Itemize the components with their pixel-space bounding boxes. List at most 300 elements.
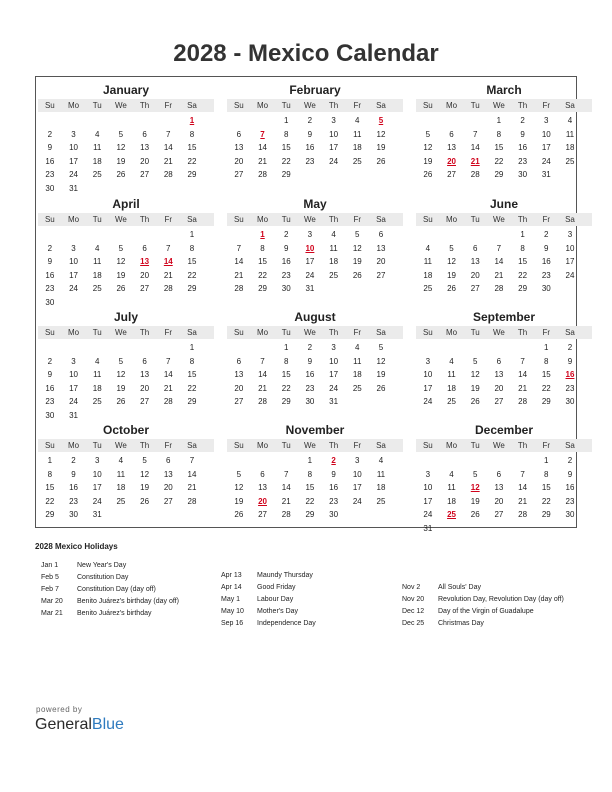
day-cell[interactable]: 20 <box>163 483 173 492</box>
day-cell[interactable]: 3 <box>567 230 573 239</box>
day-cell[interactable]: 13 <box>376 243 386 253</box>
day-cell[interactable]: 6 <box>260 469 265 479</box>
day-cell[interactable]: 19 <box>447 270 456 280</box>
day-cell[interactable]: 18 <box>423 270 433 280</box>
day-cell[interactable]: 21 <box>258 383 267 393</box>
day-cell[interactable]: 2 <box>47 356 53 366</box>
day-cell[interactable]: 28 <box>163 170 173 179</box>
day-cell[interactable]: 7 <box>520 469 525 479</box>
day-cell[interactable]: 5 <box>378 116 384 125</box>
day-cell[interactable]: 27 <box>494 397 504 406</box>
day-cell[interactable]: 14 <box>258 143 267 152</box>
day-cell[interactable]: 5 <box>425 129 431 139</box>
day-cell[interactable]: 1 <box>283 116 289 125</box>
day-cell[interactable]: 23 <box>329 496 339 506</box>
day-cell[interactable]: 18 <box>92 270 102 280</box>
day-cell[interactable]: 13 <box>494 483 504 492</box>
day-cell[interactable]: 9 <box>307 129 313 139</box>
day-cell[interactable]: 5 <box>142 456 147 465</box>
day-cell[interactable]: 2 <box>47 129 53 139</box>
day-cell[interactable]: 14 <box>494 257 504 266</box>
day-cell[interactable]: 29 <box>305 510 315 519</box>
day-cell[interactable]: 22 <box>305 496 315 506</box>
day-cell[interactable]: 8 <box>260 243 265 253</box>
day-cell[interactable]: 28 <box>470 170 480 179</box>
day-cell[interactable]: 18 <box>92 156 102 166</box>
day-cell[interactable]: 19 <box>470 383 480 393</box>
day-cell[interactable]: 27 <box>234 397 244 406</box>
day-cell[interactable]: 6 <box>496 469 502 479</box>
day-cell[interactable]: 7 <box>189 456 195 465</box>
day-cell[interactable]: 25 <box>92 284 102 293</box>
day-cell[interactable]: 12 <box>116 370 126 379</box>
day-cell[interactable]: 9 <box>283 243 289 253</box>
day-cell[interactable]: 9 <box>47 257 53 266</box>
day-cell[interactable]: 30 <box>305 397 315 406</box>
day-cell[interactable]: 13 <box>234 370 244 379</box>
day-cell[interactable]: 23 <box>281 270 291 280</box>
day-cell[interactable]: 7 <box>260 129 265 139</box>
day-cell[interactable]: 29 <box>281 397 291 406</box>
day-cell[interactable]: 12 <box>234 483 244 492</box>
day-cell[interactable]: 10 <box>305 243 315 253</box>
day-cell[interactable]: 1 <box>283 343 289 352</box>
day-cell[interactable]: 20 <box>140 156 150 166</box>
day-cell[interactable]: 11 <box>423 257 432 266</box>
day-cell[interactable]: 9 <box>567 469 573 479</box>
day-cell[interactable]: 29 <box>187 170 197 179</box>
day-cell[interactable]: 15 <box>281 370 291 379</box>
day-cell[interactable]: 20 <box>234 383 244 393</box>
day-cell[interactable]: 1 <box>189 343 195 352</box>
day-cell[interactable]: 29 <box>541 397 551 406</box>
day-cell[interactable]: 13 <box>258 483 267 492</box>
day-cell[interactable]: 13 <box>140 370 150 379</box>
day-cell[interactable]: 21 <box>518 383 528 393</box>
day-cell[interactable]: 18 <box>447 383 456 393</box>
day-cell[interactable]: 17 <box>329 143 339 152</box>
day-cell[interactable]: 10 <box>69 143 78 152</box>
day-cell[interactable]: 3 <box>425 356 431 366</box>
day-cell[interactable]: 12 <box>116 143 126 152</box>
day-cell[interactable]: 13 <box>470 257 480 266</box>
day-cell[interactable]: 15 <box>45 483 55 492</box>
day-cell[interactable]: 6 <box>236 129 242 139</box>
day-cell[interactable]: 27 <box>234 170 244 179</box>
day-cell[interactable]: 11 <box>447 370 456 379</box>
day-cell[interactable]: 10 <box>541 129 551 139</box>
day-cell[interactable]: 12 <box>470 370 480 379</box>
day-cell[interactable]: 23 <box>518 156 528 166</box>
day-cell[interactable]: 1 <box>307 456 313 465</box>
day-cell[interactable]: 17 <box>423 383 433 393</box>
day-cell[interactable]: 17 <box>352 483 362 492</box>
day-cell[interactable]: 25 <box>376 496 386 506</box>
day-cell[interactable]: 9 <box>47 370 53 379</box>
day-cell[interactable]: 10 <box>352 469 362 479</box>
day-cell[interactable]: 13 <box>163 469 173 479</box>
day-cell[interactable]: 21 <box>494 270 504 280</box>
day-cell[interactable]: 8 <box>47 469 53 479</box>
day-cell[interactable]: 22 <box>541 496 551 506</box>
day-cell[interactable]: 12 <box>447 257 456 266</box>
day-cell[interactable]: 21 <box>470 156 480 166</box>
day-cell[interactable]: 10 <box>565 243 575 253</box>
day-cell[interactable]: 12 <box>352 243 362 253</box>
day-cell[interactable]: 20 <box>376 257 386 266</box>
day-cell[interactable]: 25 <box>92 397 102 406</box>
day-cell[interactable]: 24 <box>423 510 433 519</box>
day-cell[interactable]: 17 <box>305 257 315 266</box>
day-cell[interactable]: 11 <box>93 257 102 266</box>
day-cell[interactable]: 16 <box>45 156 55 166</box>
day-cell[interactable]: 14 <box>163 257 173 266</box>
day-cell[interactable]: 18 <box>352 143 362 152</box>
day-cell[interactable]: 25 <box>423 284 433 293</box>
day-cell[interactable]: 19 <box>352 257 362 266</box>
day-cell[interactable]: 22 <box>45 496 55 506</box>
day-cell[interactable]: 6 <box>378 230 384 239</box>
day-cell[interactable]: 1 <box>496 116 502 125</box>
day-cell[interactable]: 9 <box>520 129 525 139</box>
day-cell[interactable]: 7 <box>236 243 242 253</box>
day-cell[interactable]: 13 <box>447 143 456 152</box>
day-cell[interactable]: 2 <box>307 116 313 125</box>
day-cell[interactable]: 20 <box>234 156 244 166</box>
day-cell[interactable]: 25 <box>116 496 126 506</box>
day-cell[interactable]: 30 <box>281 284 291 293</box>
day-cell[interactable]: 29 <box>187 397 197 406</box>
day-cell[interactable]: 8 <box>544 356 549 366</box>
day-cell[interactable]: 28 <box>518 397 528 406</box>
day-cell[interactable]: 24 <box>305 270 315 280</box>
day-cell[interactable]: 26 <box>447 284 456 293</box>
day-cell[interactable]: 2 <box>307 343 313 352</box>
day-cell[interactable]: 27 <box>163 496 173 506</box>
day-cell[interactable]: 26 <box>376 383 386 393</box>
day-cell[interactable]: 6 <box>449 129 454 139</box>
day-cell[interactable]: 7 <box>166 129 171 139</box>
day-cell[interactable]: 23 <box>45 397 55 406</box>
day-cell[interactable]: 22 <box>258 270 267 280</box>
day-cell[interactable]: 7 <box>283 469 289 479</box>
day-cell[interactable]: 17 <box>92 483 102 492</box>
day-cell[interactable]: 1 <box>544 456 549 465</box>
day-cell[interactable]: 4 <box>94 129 100 139</box>
day-cell[interactable]: 14 <box>258 370 267 379</box>
day-cell[interactable]: 4 <box>449 356 454 366</box>
day-cell[interactable]: 24 <box>69 284 78 293</box>
day-cell[interactable]: 28 <box>258 397 267 406</box>
day-cell[interactable]: 5 <box>472 469 478 479</box>
day-cell[interactable]: 5 <box>118 129 124 139</box>
day-cell[interactable]: 27 <box>140 170 150 179</box>
day-cell[interactable]: 17 <box>69 156 78 166</box>
day-cell[interactable]: 2 <box>567 343 573 352</box>
day-cell[interactable]: 4 <box>378 456 384 465</box>
day-cell[interactable]: 2 <box>520 116 525 125</box>
day-cell[interactable]: 26 <box>116 397 126 406</box>
day-cell[interactable]: 9 <box>307 356 313 366</box>
day-cell[interactable]: 14 <box>187 469 197 479</box>
day-cell[interactable]: 31 <box>423 523 433 533</box>
day-cell[interactable]: 25 <box>92 170 102 179</box>
day-cell[interactable]: 20 <box>140 383 150 393</box>
day-cell[interactable]: 7 <box>472 129 478 139</box>
day-cell[interactable]: 26 <box>470 397 480 406</box>
day-cell[interactable]: 28 <box>163 284 173 293</box>
day-cell[interactable]: 24 <box>69 397 78 406</box>
day-cell[interactable]: 18 <box>565 143 575 152</box>
day-cell[interactable]: 18 <box>92 383 102 393</box>
day-cell[interactable]: 29 <box>258 284 267 293</box>
day-cell[interactable]: 1 <box>189 116 195 125</box>
day-cell[interactable]: 12 <box>140 469 150 479</box>
day-cell[interactable]: 20 <box>470 270 480 280</box>
day-cell[interactable]: 11 <box>376 469 386 479</box>
day-cell[interactable]: 10 <box>423 483 433 492</box>
day-cell[interactable]: 7 <box>166 243 171 253</box>
day-cell[interactable]: 16 <box>565 370 575 379</box>
day-cell[interactable]: 25 <box>352 156 362 166</box>
day-cell[interactable]: 16 <box>45 270 55 280</box>
day-cell[interactable]: 4 <box>567 116 573 125</box>
day-cell[interactable]: 11 <box>447 483 456 492</box>
day-cell[interactable]: 25 <box>329 270 339 280</box>
day-cell[interactable]: 24 <box>565 270 575 280</box>
day-cell[interactable]: 9 <box>567 356 573 366</box>
day-cell[interactable]: 24 <box>423 397 433 406</box>
day-cell[interactable]: 30 <box>518 170 528 179</box>
day-cell[interactable]: 9 <box>47 143 53 152</box>
day-cell[interactable]: 26 <box>352 270 362 280</box>
day-cell[interactable]: 2 <box>544 230 549 239</box>
day-cell[interactable]: 3 <box>71 356 76 366</box>
day-cell[interactable]: 12 <box>376 356 386 366</box>
day-cell[interactable]: 6 <box>142 243 147 253</box>
day-cell[interactable]: 22 <box>187 383 197 393</box>
brand-logo[interactable] <box>35 716 124 734</box>
day-cell[interactable]: 10 <box>329 356 339 366</box>
day-cell[interactable]: 2 <box>331 456 336 465</box>
day-cell[interactable]: 13 <box>140 143 150 152</box>
day-cell[interactable]: 1 <box>260 230 265 239</box>
day-cell[interactable]: 16 <box>565 483 575 492</box>
day-cell[interactable]: 4 <box>425 243 431 253</box>
day-cell[interactable]: 27 <box>140 284 150 293</box>
day-cell[interactable]: 11 <box>93 143 102 152</box>
day-cell[interactable]: 3 <box>307 230 313 239</box>
day-cell[interactable]: 16 <box>329 483 339 492</box>
day-cell[interactable]: 10 <box>329 129 339 139</box>
day-cell[interactable]: 28 <box>163 397 173 406</box>
day-cell[interactable]: 17 <box>329 370 339 379</box>
day-cell[interactable]: 29 <box>45 510 55 519</box>
day-cell[interactable]: 20 <box>494 383 504 393</box>
day-cell[interactable]: 23 <box>305 383 315 393</box>
day-cell[interactable]: 8 <box>544 469 549 479</box>
day-cell[interactable]: 22 <box>187 270 197 280</box>
day-cell[interactable]: 22 <box>281 156 291 166</box>
day-cell[interactable]: 25 <box>352 383 362 393</box>
day-cell[interactable]: 24 <box>541 156 551 166</box>
day-cell[interactable]: 22 <box>281 383 291 393</box>
day-cell[interactable]: 19 <box>234 496 244 506</box>
day-cell[interactable]: 10 <box>69 370 78 379</box>
day-cell[interactable]: 28 <box>258 170 267 179</box>
day-cell[interactable]: 27 <box>140 397 150 406</box>
day-cell[interactable]: 31 <box>305 284 315 293</box>
day-cell[interactable]: 15 <box>541 483 551 492</box>
day-cell[interactable]: 20 <box>140 270 150 280</box>
day-cell[interactable]: 20 <box>447 156 456 166</box>
day-cell[interactable]: 10 <box>423 370 433 379</box>
day-cell[interactable]: 6 <box>472 243 478 253</box>
day-cell[interactable]: 3 <box>355 456 360 465</box>
day-cell[interactable]: 6 <box>236 356 242 366</box>
day-cell[interactable]: 2 <box>47 243 53 253</box>
day-cell[interactable]: 14 <box>518 483 528 492</box>
day-cell[interactable]: 7 <box>260 356 265 366</box>
day-cell[interactable]: 3 <box>544 116 549 125</box>
day-cell[interactable]: 19 <box>376 143 386 152</box>
day-cell[interactable]: 26 <box>140 496 150 506</box>
day-cell[interactable]: 8 <box>283 129 289 139</box>
day-cell[interactable]: 7 <box>166 356 171 366</box>
day-cell[interactable]: 26 <box>376 156 386 166</box>
day-cell[interactable]: 12 <box>423 143 433 152</box>
day-cell[interactable]: 6 <box>142 129 147 139</box>
day-cell[interactable]: 16 <box>518 143 528 152</box>
day-cell[interactable]: 28 <box>234 284 244 293</box>
day-cell[interactable]: 26 <box>116 170 126 179</box>
day-cell[interactable]: 21 <box>258 156 267 166</box>
day-cell[interactable]: 27 <box>494 510 504 519</box>
day-cell[interactable]: 14 <box>518 370 528 379</box>
day-cell[interactable]: 8 <box>496 129 502 139</box>
day-cell[interactable]: 15 <box>187 143 197 152</box>
day-cell[interactable]: 10 <box>92 469 102 479</box>
day-cell[interactable]: 3 <box>71 243 76 253</box>
day-cell[interactable]: 6 <box>142 356 147 366</box>
day-cell[interactable]: 12 <box>116 257 126 266</box>
day-cell[interactable]: 26 <box>116 284 126 293</box>
day-cell[interactable]: 30 <box>329 510 339 519</box>
day-cell[interactable]: 19 <box>140 483 150 492</box>
day-cell[interactable]: 23 <box>565 496 575 506</box>
day-cell[interactable]: 25 <box>447 510 456 519</box>
day-cell[interactable]: 23 <box>541 270 551 280</box>
day-cell[interactable]: 28 <box>281 510 291 519</box>
day-cell[interactable]: 23 <box>45 284 55 293</box>
day-cell[interactable]: 29 <box>494 170 504 179</box>
day-cell[interactable]: 18 <box>329 257 339 266</box>
day-cell[interactable]: 16 <box>305 370 315 379</box>
day-cell[interactable]: 12 <box>376 129 386 139</box>
day-cell[interactable]: 18 <box>376 483 386 492</box>
day-cell[interactable]: 2 <box>71 456 76 465</box>
day-cell[interactable]: 30 <box>45 410 55 420</box>
day-cell[interactable]: 8 <box>520 243 525 253</box>
day-cell[interactable]: 27 <box>447 170 456 179</box>
day-cell[interactable]: 5 <box>118 243 124 253</box>
day-cell[interactable]: 19 <box>470 496 480 506</box>
day-cell[interactable]: 30 <box>565 397 575 406</box>
day-cell[interactable]: 15 <box>494 143 504 152</box>
day-cell[interactable]: 3 <box>425 469 431 479</box>
day-cell[interactable]: 17 <box>565 257 575 266</box>
day-cell[interactable]: 4 <box>449 469 454 479</box>
day-cell[interactable]: 20 <box>494 496 504 506</box>
day-cell[interactable]: 31 <box>329 397 339 406</box>
day-cell[interactable]: 22 <box>518 270 528 280</box>
day-cell[interactable]: 9 <box>331 469 336 479</box>
day-cell[interactable]: 13 <box>494 370 504 379</box>
day-cell[interactable]: 8 <box>189 129 195 139</box>
day-cell[interactable]: 30 <box>541 284 551 293</box>
day-cell[interactable]: 29 <box>518 284 528 293</box>
day-cell[interactable]: 5 <box>378 343 384 352</box>
day-cell[interactable]: 11 <box>353 356 362 366</box>
day-cell[interactable]: 22 <box>494 156 504 166</box>
day-cell[interactable]: 14 <box>163 143 173 152</box>
day-cell[interactable]: 17 <box>423 496 433 506</box>
day-cell[interactable]: 4 <box>94 356 100 366</box>
day-cell[interactable]: 26 <box>470 510 480 519</box>
day-cell[interactable]: 27 <box>470 284 480 293</box>
day-cell[interactable]: 11 <box>116 469 126 479</box>
day-cell[interactable]: 22 <box>187 156 197 166</box>
day-cell[interactable]: 18 <box>352 370 362 379</box>
day-cell[interactable]: 19 <box>116 270 126 280</box>
day-cell[interactable]: 13 <box>234 143 244 152</box>
day-cell[interactable]: 8 <box>189 243 195 253</box>
day-cell[interactable]: 21 <box>281 496 291 506</box>
day-cell[interactable]: 29 <box>187 284 197 293</box>
day-cell[interactable]: 1 <box>544 343 549 352</box>
day-cell[interactable]: 14 <box>281 483 291 492</box>
day-cell[interactable]: 13 <box>140 257 150 266</box>
day-cell[interactable]: 15 <box>281 143 291 152</box>
day-cell[interactable]: 21 <box>163 156 173 166</box>
day-cell[interactable]: 30 <box>45 183 55 193</box>
day-cell[interactable]: 15 <box>187 370 197 379</box>
day-cell[interactable]: 19 <box>116 156 126 166</box>
day-cell[interactable]: 1 <box>189 230 195 239</box>
day-cell[interactable]: 15 <box>541 370 551 379</box>
day-cell[interactable]: 16 <box>69 483 78 492</box>
day-cell[interactable]: 4 <box>355 116 360 125</box>
day-cell[interactable]: 4 <box>94 243 100 253</box>
day-cell[interactable]: 21 <box>234 270 244 280</box>
day-cell[interactable]: 7 <box>496 243 502 253</box>
day-cell[interactable]: 1 <box>47 456 53 465</box>
day-cell[interactable]: 11 <box>93 370 102 379</box>
day-cell[interactable]: 16 <box>541 257 551 266</box>
day-cell[interactable]: 31 <box>69 410 78 420</box>
day-cell[interactable]: 24 <box>352 496 362 506</box>
day-cell[interactable]: 19 <box>376 370 386 379</box>
day-cell[interactable]: 18 <box>447 496 456 506</box>
day-cell[interactable]: 17 <box>69 270 78 280</box>
day-cell[interactable]: 19 <box>423 156 433 166</box>
day-cell[interactable]: 17 <box>69 383 78 393</box>
day-cell[interactable]: 21 <box>187 483 197 492</box>
day-cell[interactable]: 24 <box>329 383 339 393</box>
day-cell[interactable]: 18 <box>116 483 126 492</box>
day-cell[interactable]: 7 <box>520 356 525 366</box>
day-cell[interactable]: 14 <box>163 370 173 379</box>
